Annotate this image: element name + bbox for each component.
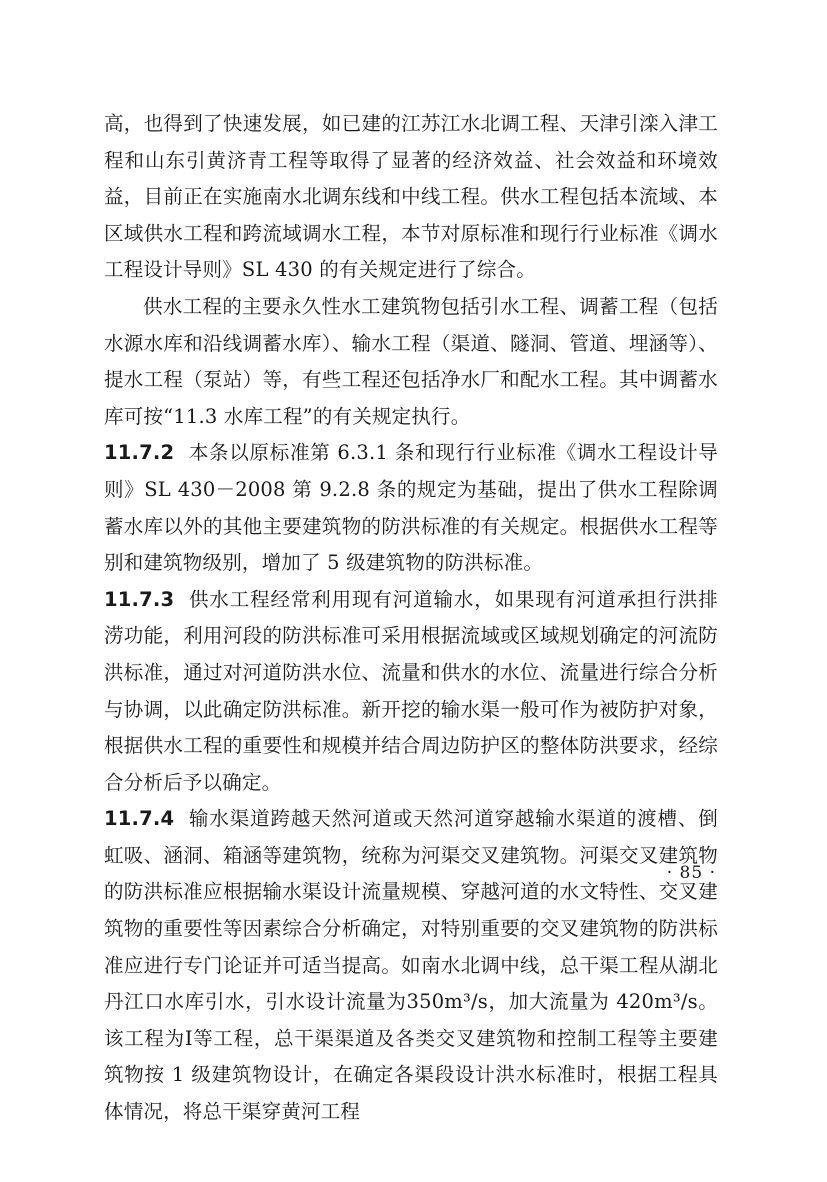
paragraph-text: 输水渠道跨越天然河道或天然河道穿越输水渠道的渡槽、倒虹吸、涵洞、箱涵等建筑物，统称为河渠交叉建筑物。河渠交叉建筑物的防洪标准应根据输水渠设计流量规模、穿越河道的水文特性、交叉建筑物的重要性等因素综合分析确定，对特别重要的交叉建筑物的防洪标准应进行专门论证并可适当提高。如南水北调中线，总干渠工程从湖北丹江口水库引水，引水设计流量为350m³/s，加大流量为 420m³/s。该工程为Ⅰ等工程，总干渠渠道及各类交叉建筑物和控制工程等主要建筑物按 1 级建筑物设计，在确定各渠段设计洪水标准时，根据工程具体情况，将总干渠穿黄河工程: [104, 807, 718, 1124]
paragraph-continuation: [104, 106, 718, 289]
section-number: 11.7.4: [104, 807, 175, 831]
paragraph-11-7-3: [104, 582, 718, 802]
section-number: 11.7.2: [104, 441, 175, 465]
paragraph-11-7-4: [104, 801, 718, 1130]
paragraph-text: 供水工程的主要永久性水工建筑物包括引水工程、调蓄工程（包括水源水库和沿线调蓄水库）、输水工程（渠道、隧洞、管道、埋涵等）、提水工程（泵站）等，有些工程还包括净水厂和配水工程。其中调蓄水库可按“11.3 水库工程”的有关规定执行。: [104, 294, 718, 428]
page-number: · 85 ·: [666, 863, 716, 883]
paragraph-text: 本条以原标准第 6.3.1 条和现行行业标准《调水工程设计导则》SL 430－2008 第 9.2.8 条的规定为基础，提出了供水工程除调蓄水库以外的其他主要建筑物的防洪标准的有关规定。根据供水工程等别和建筑物级别，增加了 5 级建筑物的防洪标准。: [104, 441, 718, 575]
paragraph-text: 高，也得到了快速发展，如已建的江苏江水北调工程、天津引滦入津工程和山东引黄济青工程等取得了显著的经济效益、社会效益和环境效益，目前正在实施南水北调东线和中线工程。供水工程包括本流域、本区域供水工程和跨流域调水工程，本节对原标准和现行行业标准《调水工程设计导则》SL 430 的有关规定进行了综合。: [104, 112, 718, 282]
paragraph-11-7-2: [104, 435, 718, 581]
paragraph-water-supply-structures: [104, 289, 718, 435]
paragraph-text: 供水工程经常利用现有河道输水，如果现有河道承担行洪排涝功能，利用河段的防洪标准可采用根据流域或区域规划确定的河流防洪标准，通过对河道防洪水位、流量和供水的水位、流量进行综合分析与协调，以此确定防洪标准。新开挖的输水渠一般可作为被防护对象，根据供水工程的重要性和规模并结合周边防护区的整体防洪要求，经综合分析后予以确定。: [104, 587, 718, 794]
document-body: [104, 106, 718, 1131]
section-number: 11.7.3: [104, 587, 175, 611]
